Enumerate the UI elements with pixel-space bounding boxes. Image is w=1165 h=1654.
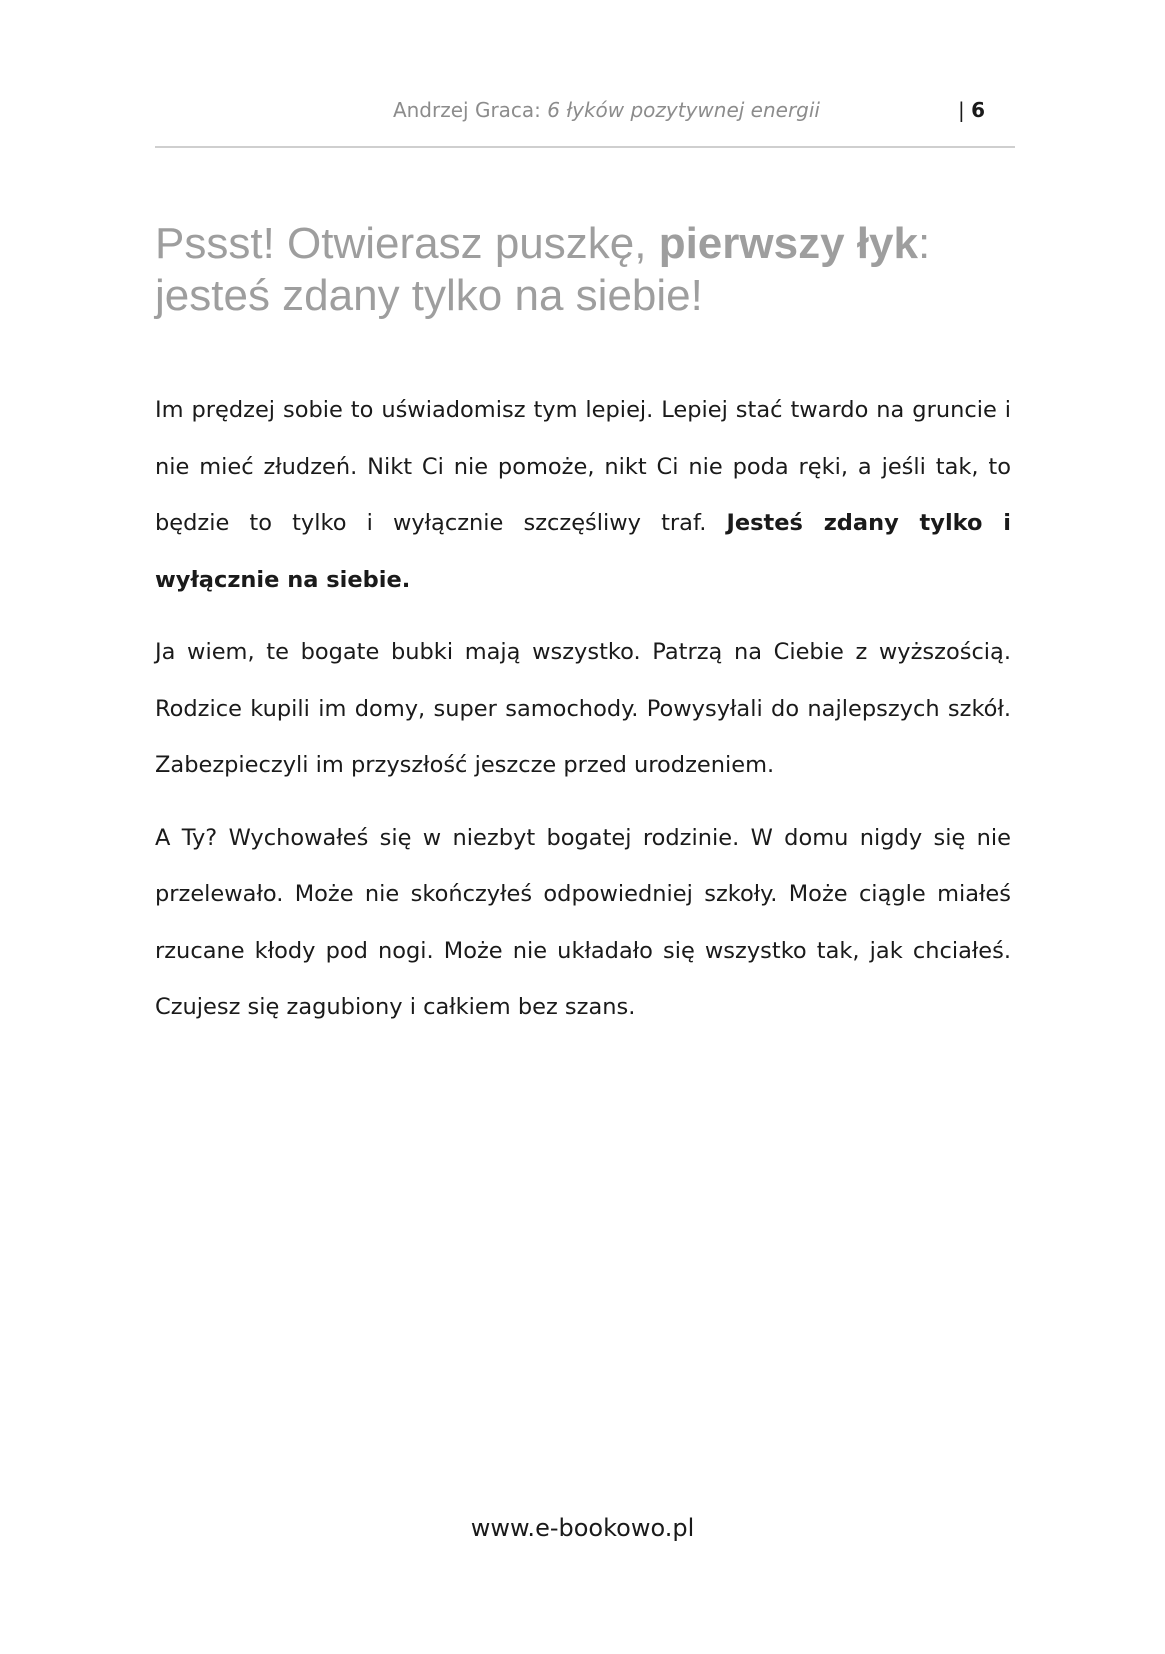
chapter-title-part1: Pssst! Otwierasz puszkę, (155, 219, 659, 268)
footer-url[interactable]: www.e-bookowo.pl (470, 1514, 695, 1542)
paragraph (155, 624, 1011, 794)
header-author: Andrzej Graca: (392, 98, 548, 122)
chapter-title (155, 218, 1015, 322)
paragraph-text: A Ty? Wychowałeś się w niezbyt bogatej rodzinie. W domu nigdy się nie przelewało. Może nie skończyłeś odpowiedniej szkoły. Może ciągle miałeś rzucane kłody pod nogi. Może nie układało się wszystko tak, jak chciałeś. Czujesz się zagubiony i całkiem bez szans. (155, 824, 1011, 1020)
page-header (155, 98, 1015, 132)
paragraph (155, 810, 1011, 1036)
paragraph-text: Im prędzej sobie to uświadomisz tym lepiej. Lepiej stać twardo na gruncie i nie mieć złudzeń. Nikt Ci nie pomoże, nikt Ci nie poda ręki, a jeśli tak, to będzie to tylko i wyłącznie szczęśliwy traf. (155, 397, 1011, 536)
paragraph (155, 382, 1011, 608)
chapter-title-part2: : jesteś zdany tylko na siebie! (155, 219, 931, 320)
paragraph-text: Ja wiem, te bogate bubki mają wszystko. Patrzą na Ciebie z wyższością. Rodzice kupili im domy, super samochody. Powysyłali do najlepszych szkół. Zabezpieczyli im przyszłość jeszcze przed urodzeniem. (155, 639, 1011, 778)
page-footer (0, 1514, 1165, 1542)
page-number-separator: | (957, 98, 972, 122)
header-divider (155, 146, 1015, 148)
page-number-value: 6 (971, 98, 985, 122)
chapter-title-bold: pierwszy łyk (658, 219, 918, 268)
page-number (958, 98, 985, 122)
body-text (155, 382, 1011, 1052)
paragraph-bold-text: Jesteś zdany tylko i wyłącznie na siebie. (155, 510, 1011, 593)
header-book-title: 6 łyków pozytywnej energii (547, 98, 820, 122)
running-header (393, 98, 820, 122)
